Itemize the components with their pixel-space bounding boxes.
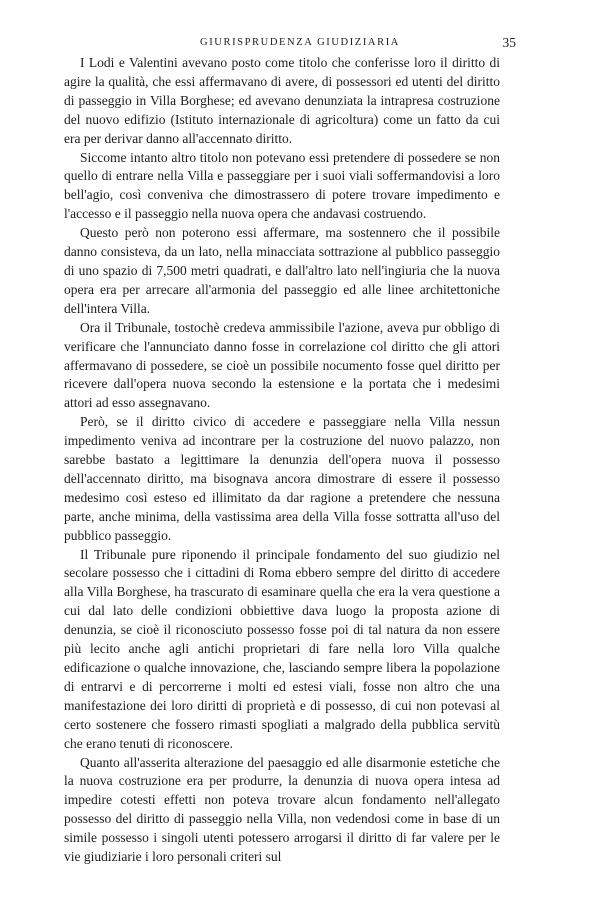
- running-head: [84, 36, 516, 52]
- body-text: [64, 54, 500, 867]
- paragraph: Però, se il diritto civico di accedere e passeggiare nella Villa nessun impedimento veniva ad incontrare per la costruzione del nuovo palazzo, non sarebbe bastato a legittimare la denunzia dell'opera nuova il possesso dell'accennato diritto, ma bisognava ancora dimostrare di essere il possesso medesimo così esteso ed illimitato da dar ragione a pretendere che nessuna parte, anche minima, della vastissima area della Villa fosse sottratta all'uso del pubblico passeggio.: [64, 414, 500, 543]
- paragraph: Il Tribunale pure riponendo il principale fondamento del suo giudizio nel secolare possesso che i cittadini di Roma ebbero sempre del diritto di accedere alla Villa Borghese, ha trascurato di esaminare quella che era la vera questione a cui dal lato delle condizioni obbiettive dava luogo la proposta azione di denunzia, se cioè il riconosciuto possesso fosse poi di tal natura da non essere più lecito anche agli antichi proprietari di fare nella loro Villa qualche edificazione o qualche innovazione, che, lasciando sempre libera la popolazione di entrarvi e di percorrerne i molti ed estesi viali, fosse non altro che una manifestazione dei loro diritti di proprietà e di possesso, di cui non potevasi al certo sostenere che fossero rimasti spogliati a malgrado della pubblica servitù che erano tenuti di riconoscere.: [64, 546, 500, 751]
- page-number: 35: [502, 35, 516, 50]
- paragraph: Siccome intanto altro titolo non potevano essi pretendere di possedere se non quello di entrare nella Villa e passeggiare per i suoi viali soffermandovisi a loro bell'agio, così conveniva che dimostrassero di potere trovare impedimento e l'accesso e il passeggio nella nuova opera che andavasi costruendo.: [64, 149, 500, 222]
- paragraph: Questo però non poterono essi affermare, ma sostennero che il possibile danno consisteva, da un lato, nella minacciata sottrazione al pubblico passeggio di uno spazio di 7,500 metri quadrati, e dall'altro lato nell'ingiuria che la nuova opera era per arrecare all'armonia del passeggio ed alle linee architettoniche dell'intera Villa.: [64, 225, 500, 316]
- running-title: GIURISPRUDENZA GIUDIZIARIA: [200, 37, 400, 48]
- paragraph: Ora il Tribunale, tostochè credeva ammissibile l'azione, aveva pur obbligo di verificare che l'annunciato danno fosse in correlazione col diritto che gli attori affermavano di possedere, se cioè un possibile nocumento fosse quel diritto per ricevere dall'opera nuova secondo la estensione e la portata che i medesimi attori ad esso assegnavano.: [64, 319, 500, 411]
- paragraph: Quanto all'asserita alterazione del paesaggio ed alle disarmonie estetiche che la nuova costruzione era per produrre, la denunzia di nuova opera intesa ad impedire cotesti effetti non poteva trovare alcun fondamento nell'allegato possesso del diritto di passeggio nella Villa, non vedendosi come in base di un simile possesso i singoli utenti potessero arrogarsi il diritto di far valere per le vie giudiziarie i loro personali criteri sul: [64, 754, 500, 865]
- paragraph: I Lodi e Valentini avevano posto come titolo che conferisse loro il diritto di agire la qualità, che essi affermavano di avere, di possessori ed utenti del diritto di passeggio in Villa Borghese; ed avevano denunziata la intrapresa costruzione del nuovo edifizio (Istituto internazionale di agricoltura) come un fatto da cui era per derivar danno all'accennato diritto.: [64, 55, 500, 146]
